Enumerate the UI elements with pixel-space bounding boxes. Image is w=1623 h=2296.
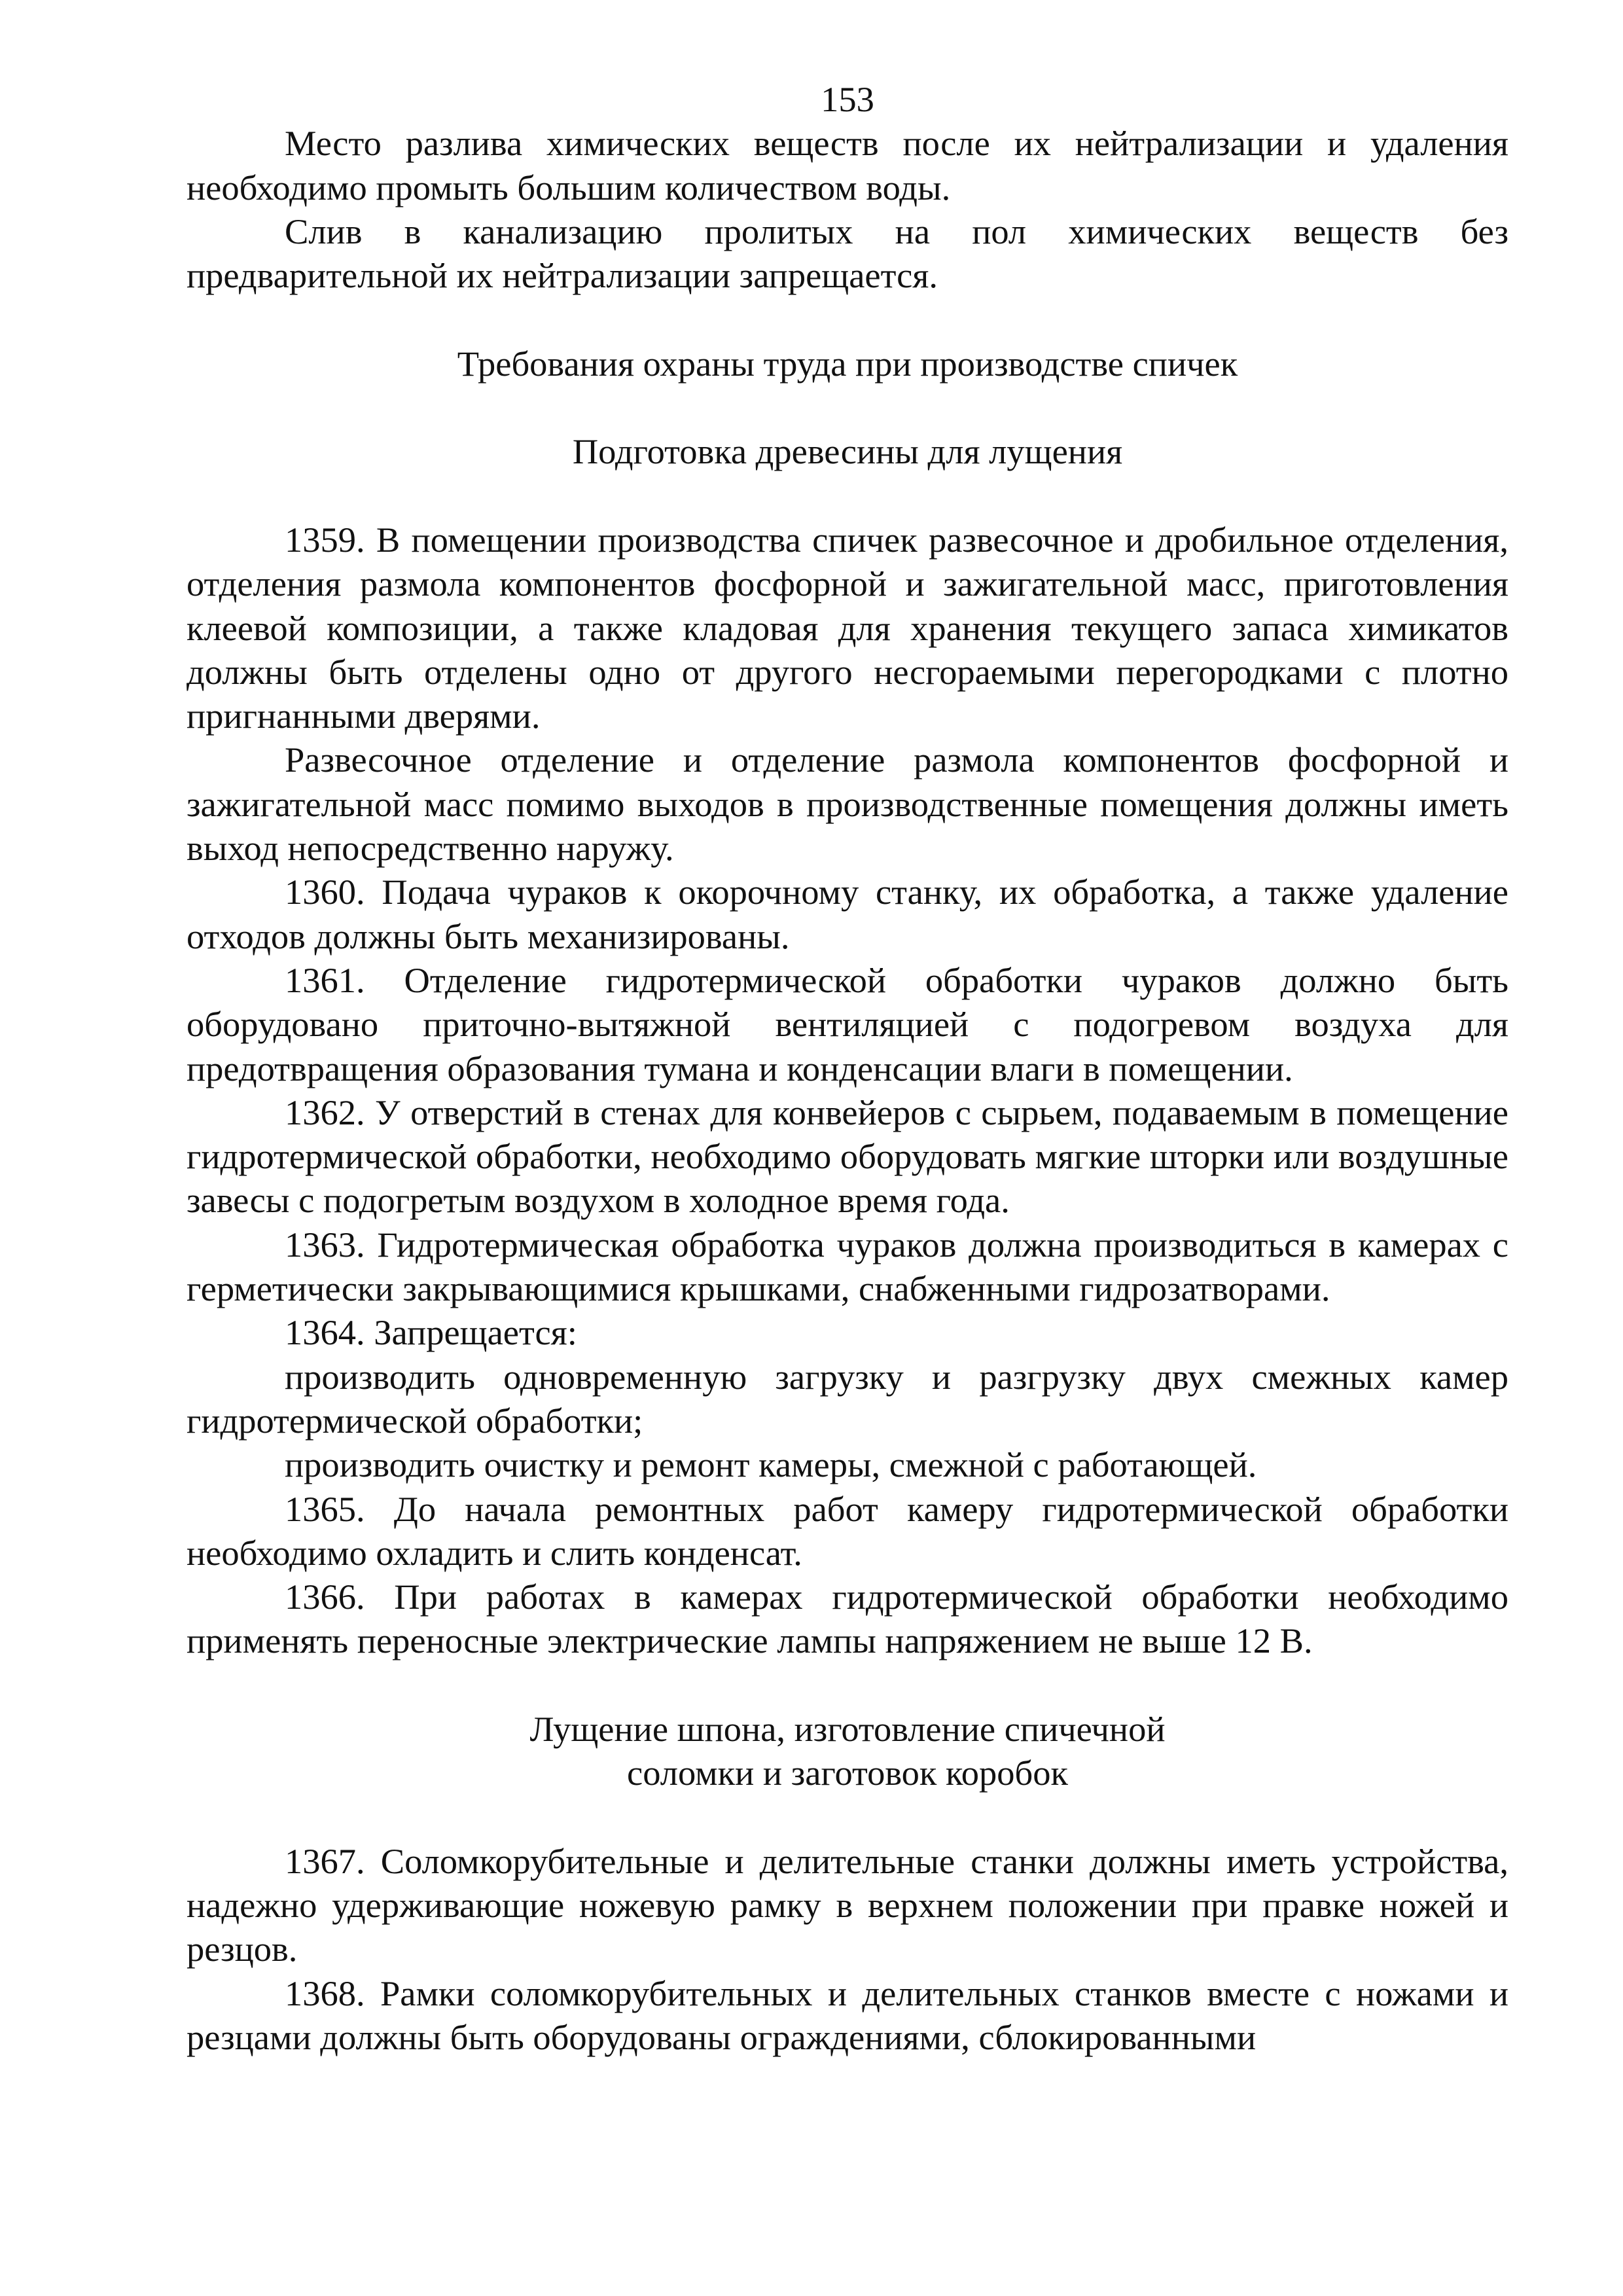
section-heading: Требования охраны труда при производстве спичек	[457, 343, 1238, 384]
paragraph-1366: 1366. При работах в камерах гидротермической обработки необходимо применять переносные электрические лампы напряжением не выше 12 В.	[187, 1577, 1508, 1661]
paragraph-1364-item-1: производить одновременную загрузку и разгрузку двух смежных камер гидротермической обработки;	[187, 1356, 1508, 1441]
spacer	[187, 1663, 1508, 1707]
paragraph-1360: 1360. Подача чураков к окорочному станку, их обработка, а также удаление отходов должны быть механизированы.	[187, 872, 1508, 956]
spacer	[187, 474, 1508, 518]
paragraph-1361: 1361. Отделение гидротермической обработки чураков должно быть оборудовано приточно-вытяжной вентиляцией с подогревом воздуха для предотвращения образования тумана и конденсации влаги в помещении.	[187, 960, 1508, 1088]
spacer	[187, 297, 1508, 341]
paragraph-1359-b: Развесочное отделение и отделение размола компонентов фосфорной и зажигательной масс помимо выходов в производственные помещения должны иметь выход непосредственно наружу.	[187, 740, 1508, 869]
page-number: 153	[821, 79, 874, 119]
document-page	[187, 77, 1508, 2059]
paragraph-1362: 1362. У отверстий в стенах для конвейеров с сырьем, подаваемым в помещение гидротермической обработки, необходимо оборудовать мягкие шторки или воздушные завесы с подогретым воздухом в холодное время года.	[187, 1092, 1508, 1221]
paragraph-spill-drain: Слив в канализацию пролитых на пол химических веществ без предварительной их нейтрализации запрещается.	[187, 211, 1508, 296]
subsection-heading-wood: Подготовка древесины для лущения	[572, 431, 1123, 472]
paragraph-spill-wash: Место разлива химических веществ после их нейтрализации и удаления необходимо промыть большим количеством воды.	[187, 123, 1508, 207]
spacer	[187, 1795, 1508, 1839]
subsection-heading-veneer-line-2: соломки и заготовок коробок	[627, 1753, 1068, 1793]
paragraph-1364-item-2: производить очистку и ремонт камеры, смежной с работающей.	[285, 1444, 1257, 1485]
subsection-heading-veneer-line-1: Лущение шпона, изготовление спичечной	[529, 1708, 1166, 1749]
paragraph-1367: 1367. Соломкорубительные и делительные станки должны иметь устройства, надежно удерживающие ножевую рамку в верхнем положении при правке ножей и резцов.	[187, 1840, 1508, 1969]
paragraph-1368: 1368. Рамки соломкорубительных и делительных станков вместе с ножами и резцами должны быть оборудованы ограждениями, сблокированными	[187, 1973, 1508, 2058]
paragraph-1359-a: 1359. В помещении производства спичек развесочное и дробильное отделения, отделения размола компонентов фосфорной и зажигательной масс, приготовления клеевой композиции, а также кладовая для хранения текущего запаса химикатов должны быть отделены одно от другого несгораемыми перегородками с плотно пригнанными дверями.	[187, 519, 1508, 736]
paragraph-1364: 1364. Запрещается:	[285, 1312, 577, 1353]
paragraph-1365: 1365. До начала ремонтных работ камеру гидротермической обработки необходимо охладить и слить конденсат.	[187, 1488, 1508, 1573]
spacer	[187, 386, 1508, 429]
paragraph-1363: 1363. Гидротермическая обработка чураков должна производиться в камерах с герметически закрывающимися крышками, снабженными гидрозатворами.	[187, 1224, 1508, 1309]
